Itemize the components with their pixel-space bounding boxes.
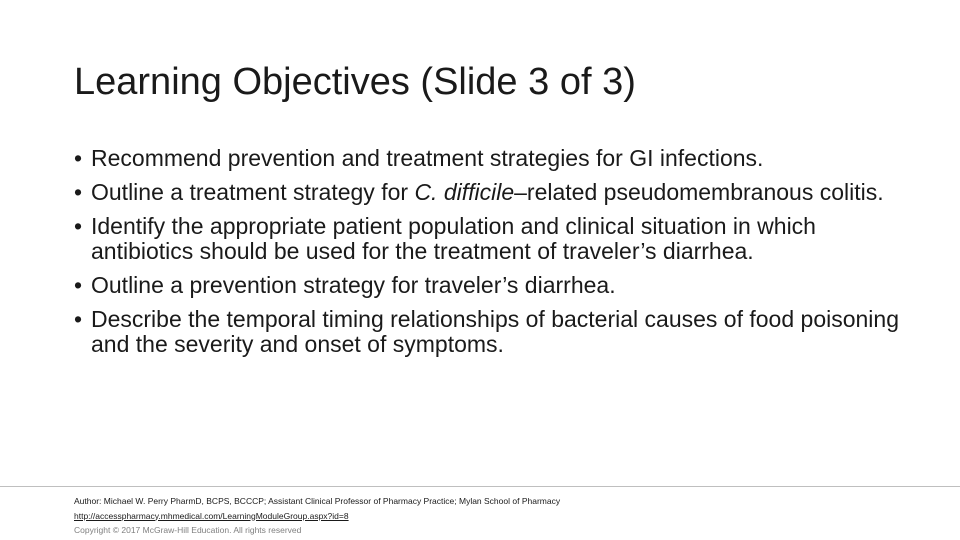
bullet-text: Outline a treatment strategy for bbox=[91, 179, 415, 205]
list-item bbox=[74, 146, 904, 171]
objectives-list bbox=[74, 146, 904, 366]
bullet-marker: • bbox=[74, 306, 83, 332]
bullet-marker: • bbox=[74, 179, 83, 205]
bullet-text: –related pseudomembranous colitis. bbox=[514, 179, 884, 205]
bullet-text: Recommend prevention and treatment strategies for GI infections. bbox=[91, 145, 764, 171]
bullet-marker: • bbox=[74, 213, 83, 239]
bullet-text: Outline a prevention strategy for traveler’s diarrhea. bbox=[91, 272, 616, 298]
bullet-marker: • bbox=[74, 272, 83, 298]
footer bbox=[74, 494, 560, 538]
bullet-text: Describe the temporal timing relationships of bacterial causes of food poisoning and the severity and onset of symptoms. bbox=[91, 306, 899, 357]
organism-name: C. difficile bbox=[414, 179, 515, 205]
source-link[interactable]: http://accesspharmacy.mhmedical.com/LearningModuleGroup.aspx?id=8 bbox=[74, 510, 349, 521]
author-credit: Author: Michael W. Perry PharmD, BCPS, BCCCP; Assistant Clinical Professor of Pharmacy Practice; Mylan School of Pharmacy bbox=[74, 496, 561, 506]
footer-divider bbox=[0, 486, 960, 487]
list-item bbox=[74, 180, 904, 205]
list-item bbox=[74, 214, 904, 264]
slide-title: Learning Objectives (Slide 3 of 3) bbox=[74, 61, 636, 103]
bullet-text: Identify the appropriate patient population and clinical situation in which antibiotics should be used for the treatment of traveler’s diarrhea. bbox=[91, 213, 816, 264]
bullet-marker: • bbox=[74, 145, 83, 171]
list-item bbox=[74, 307, 904, 357]
copyright-notice: Copyright © 2017 McGraw-Hill Education. All rights reserved bbox=[74, 525, 302, 535]
list-item bbox=[74, 273, 904, 298]
